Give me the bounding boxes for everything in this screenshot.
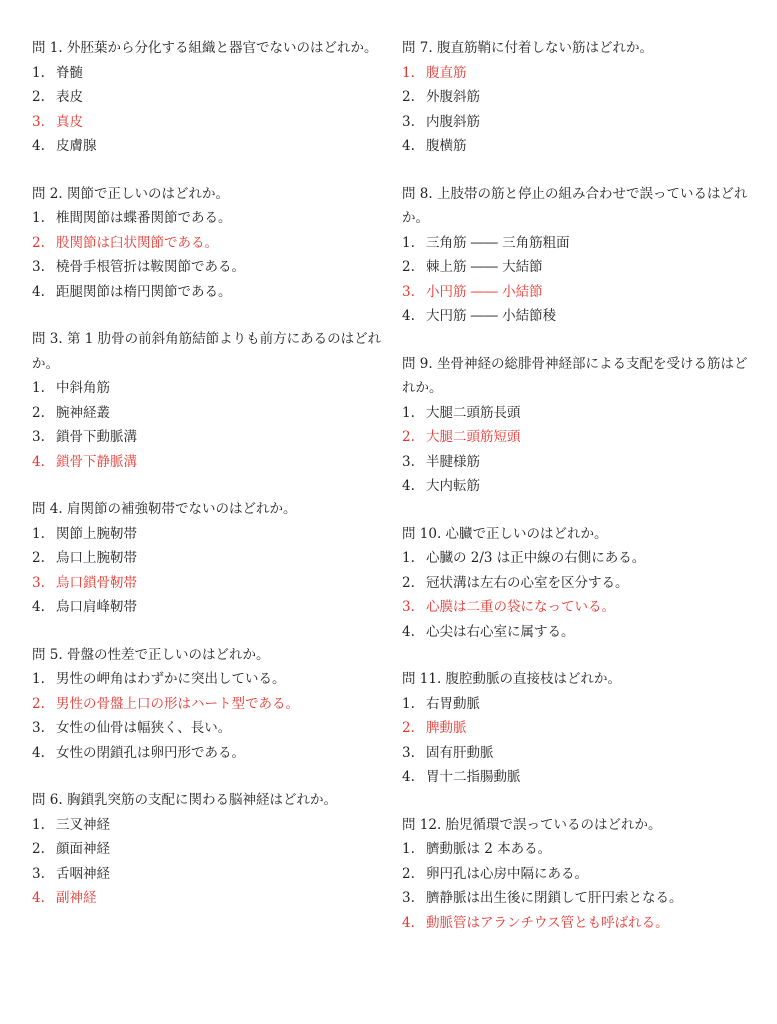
option: [32, 667, 384, 692]
option: [402, 85, 757, 110]
option: [402, 862, 757, 887]
option-number: 2.: [32, 841, 45, 857]
option: [32, 401, 384, 426]
option: [402, 886, 757, 911]
option: [402, 474, 757, 499]
option: [402, 304, 757, 329]
option-number: 2.: [32, 695, 45, 712]
question-block: [32, 327, 384, 474]
option: [402, 110, 757, 135]
answer-option: [32, 571, 384, 596]
option-text: 腹直筋: [426, 64, 467, 81]
option-text: 心膜は二重の袋になっている。: [426, 599, 615, 615]
option-text: 大腿二頭筋長頭: [426, 404, 521, 421]
question-block: [32, 643, 384, 766]
option-number: 4.: [402, 308, 415, 324]
option: [402, 620, 757, 645]
option-number: 2.: [402, 429, 415, 445]
option-number: 3.: [402, 453, 415, 470]
option-text: 女性の閉鎖孔は卵円形である。: [56, 744, 245, 761]
option-text: 皮膚腺: [56, 138, 97, 154]
option-text: 胃十二指腸動脈: [426, 769, 521, 785]
option-text: 真皮: [56, 113, 83, 130]
option: [32, 716, 384, 741]
question-block: [32, 182, 384, 305]
option: [402, 401, 757, 426]
option-text: 烏口鎖骨靭帯: [56, 574, 137, 591]
option-text: 小円筋 ―― 小結節: [426, 283, 543, 300]
option-number: 1.: [32, 671, 45, 687]
option: [402, 692, 757, 717]
answer-option: [32, 231, 384, 256]
option-text: 半腱様筋: [426, 453, 480, 470]
option: [32, 255, 384, 280]
option-number: 2.: [402, 865, 415, 882]
option-number: 4.: [402, 769, 415, 785]
option: [402, 837, 757, 862]
option: [32, 595, 384, 620]
option-number: 4.: [32, 599, 45, 615]
option: [32, 862, 384, 887]
option-text: 副神経: [56, 890, 97, 906]
option-text: 大腿二頭筋短頭: [426, 429, 521, 445]
answer-option: [32, 450, 384, 475]
question-text: 問 11. 腹腔動脈の直接枝はどれか。: [402, 671, 622, 687]
option: [402, 546, 757, 571]
question-text: 問 10. 心臓で正しいのはどれか。: [402, 525, 608, 542]
question-text: 問 2. 関節で正しいのはどれか。: [32, 185, 229, 202]
left-column: [32, 36, 384, 934]
option-text: 三叉神経: [56, 816, 110, 833]
question-block: [402, 352, 757, 499]
question-block: [402, 667, 757, 790]
option-text: 右胃動脈: [426, 695, 480, 712]
option-number: 2.: [32, 89, 45, 105]
question-block: [402, 182, 757, 329]
option-text: 大円筋 ―― 小結節稜: [426, 308, 557, 324]
option-number: 3.: [32, 720, 45, 736]
option-number: 2.: [402, 89, 415, 105]
question-text: 問 4. 肩関節の補強靭帯でないのはどれか。: [32, 501, 297, 517]
answer-option: [32, 692, 384, 717]
option-text: 卵円孔は心房中隔にある。: [426, 865, 588, 882]
option-number: 3.: [32, 113, 45, 130]
option-number: 3.: [32, 865, 45, 882]
answer-option: [32, 886, 384, 911]
option: [402, 231, 757, 256]
option: [32, 837, 384, 862]
option-number: 4.: [402, 138, 415, 154]
option-text: 心尖は右心室に属する。: [426, 623, 575, 640]
option-number: 2.: [32, 550, 45, 566]
option-text: 烏口上腕靭帯: [56, 550, 137, 566]
option-text: 固有肝動脈: [426, 744, 494, 761]
option-text: 顔面神経: [56, 841, 110, 857]
option: [32, 206, 384, 231]
option-number: 4.: [32, 744, 45, 761]
option-number: 3.: [402, 890, 415, 906]
option-number: 4.: [32, 283, 45, 300]
question-block: [32, 36, 384, 159]
question-block: [32, 788, 384, 911]
answer-option: [402, 425, 757, 450]
option: [402, 450, 757, 475]
answer-option: [402, 280, 757, 305]
option-number: 4.: [32, 890, 45, 906]
option-text: 大内転筋: [426, 478, 480, 494]
option: [32, 741, 384, 766]
option-number: 2.: [402, 720, 415, 736]
option-number: 4.: [402, 914, 415, 931]
answer-option: [32, 110, 384, 135]
option-text: 橈骨手根管折は鞍関節である。: [56, 259, 245, 275]
option-number: 3.: [402, 113, 415, 130]
option-number: 3.: [32, 574, 45, 591]
option-text: 男性の骨盤上口の形はハート型である。: [56, 695, 299, 712]
option-number: 4.: [402, 623, 415, 640]
option: [402, 571, 757, 596]
option-text: 内腹斜筋: [426, 113, 480, 130]
question-text: 問 12. 胎児循環で誤っているのはどれか。: [402, 816, 662, 833]
option-number: 1.: [402, 695, 415, 712]
answer-option: [402, 716, 757, 741]
option: [402, 741, 757, 766]
option-number: 1.: [402, 64, 415, 81]
option-number: 4.: [32, 138, 45, 154]
option-text: 鎖骨下静脈溝: [56, 453, 137, 470]
option: [402, 765, 757, 790]
option-text: 男性の岬角はわずかに突出している。: [56, 671, 286, 687]
option-text: 三角筋 ―― 三角筋粗面: [426, 234, 570, 251]
option-number: 3.: [32, 429, 45, 445]
option-number: 1.: [32, 380, 45, 396]
option-text: 椎間関節は蝶番関節である。: [56, 210, 232, 226]
option: [402, 255, 757, 280]
option-text: 心臓の 2/3 は正中線の右側にある。: [426, 550, 646, 566]
right-column: [402, 36, 757, 958]
option: [32, 280, 384, 305]
option-number: 1.: [402, 234, 415, 251]
question-block: [402, 522, 757, 645]
option: [32, 376, 384, 401]
option-text: 棘上筋 ―― 大結節: [426, 259, 543, 275]
option-number: 2.: [402, 574, 415, 591]
option-number: 2.: [402, 259, 415, 275]
option-text: 外腹斜筋: [426, 89, 480, 105]
answer-option: [402, 595, 757, 620]
option-text: 表皮: [56, 89, 83, 105]
option-number: 1.: [32, 64, 45, 81]
question-text: 問 1. 外胚葉から分化する組織と器官でないのはどれか。: [32, 40, 378, 56]
option-text: 腹横筋: [426, 138, 467, 154]
option-number: 1.: [402, 550, 415, 566]
option-text: 臍動脈は 2 本ある。: [426, 841, 552, 857]
option: [32, 546, 384, 571]
option-number: 4.: [402, 478, 415, 494]
option-number: 2.: [32, 234, 45, 251]
option-number: 2.: [32, 404, 45, 421]
question-block: [32, 497, 384, 620]
question-text: 問 7. 腹直筋鞘に付着しない筋はどれか。: [402, 40, 653, 56]
option: [402, 134, 757, 159]
option-number: 3.: [402, 744, 415, 761]
option-text: 距腿関節は楕円関節である。: [56, 283, 232, 300]
question-block: [402, 813, 757, 936]
option-number: 3.: [32, 259, 45, 275]
option-text: 脾動脈: [426, 720, 467, 736]
option-number: 1.: [402, 841, 415, 857]
question-text: 問 5. 骨盤の性差で正しいのはどれか。: [32, 646, 270, 663]
option-number: 3.: [402, 599, 415, 615]
question-text: 問 6. 胸鎖乳突筋の支配に関わる脳神経はどれか。: [32, 792, 337, 808]
answer-option: [402, 61, 757, 86]
option-text: 動脈管はアランチウス管とも呼ばれる。: [426, 914, 669, 931]
option-text: 女性の仙骨は幅狭く、長い。: [56, 720, 232, 736]
option-number: 1.: [32, 816, 45, 833]
option-text: 股関節は臼状関節である。: [56, 234, 218, 251]
option-number: 1.: [32, 525, 45, 542]
question-text: 問 8. 上肢帯の筋と停止の組み合わせで誤っているはどれか。: [402, 185, 748, 226]
option-number: 1.: [402, 404, 415, 421]
answer-option: [402, 911, 757, 936]
option: [32, 61, 384, 86]
option-text: 冠状溝は左右の心室を区分する。: [426, 574, 629, 591]
option-text: 鎖骨下動脈溝: [56, 429, 137, 445]
option: [32, 85, 384, 110]
option-text: 関節上腕靭帯: [56, 525, 137, 542]
option-number: 1.: [32, 210, 45, 226]
question-text: 問 3. 第 1 肋骨の前斜角筋結節よりも前方にあるのはどれか。: [32, 331, 382, 372]
option-text: 脊髄: [56, 64, 83, 81]
option-text: 腕神経叢: [56, 404, 110, 421]
option-text: 舌咽神経: [56, 865, 110, 882]
option-text: 中斜角筋: [56, 380, 110, 396]
option: [32, 813, 384, 838]
option-text: 烏口肩峰靭帯: [56, 599, 137, 615]
option: [32, 134, 384, 159]
question-block: [402, 36, 757, 159]
option-number: 4.: [32, 453, 45, 470]
question-text: 問 9. 坐骨神経の総腓骨神経部による支配を受ける筋はどれか。: [402, 355, 748, 396]
option: [32, 425, 384, 450]
option: [32, 522, 384, 547]
option-text: 臍静脈は出生後に閉鎖して肝円索となる。: [426, 890, 683, 906]
option-number: 3.: [402, 283, 415, 300]
